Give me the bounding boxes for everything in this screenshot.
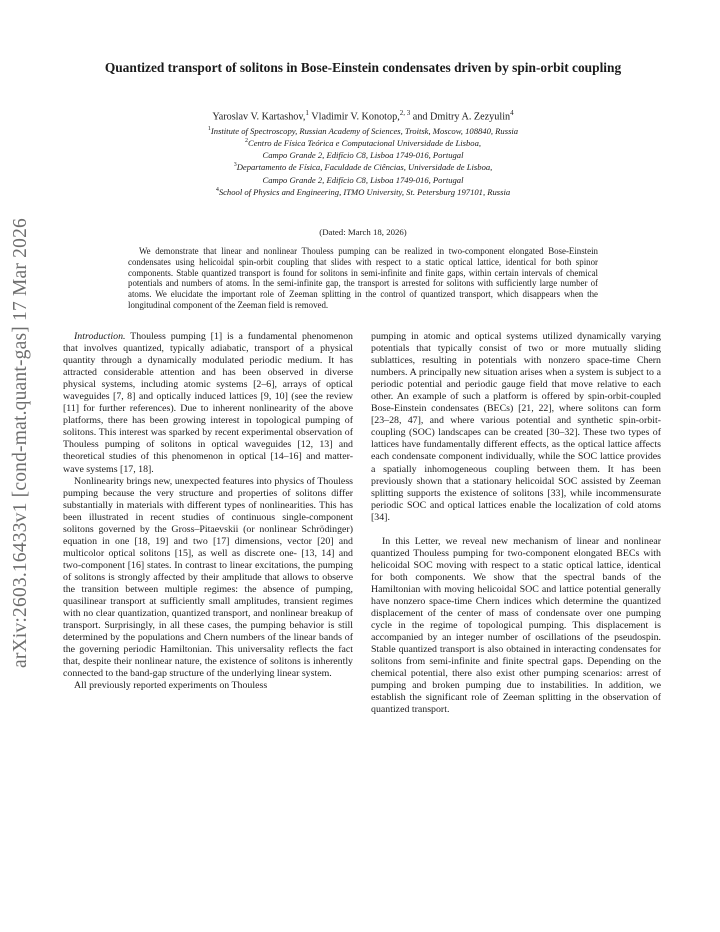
body-column-right — [371, 331, 661, 716]
body-column-left — [63, 331, 353, 692]
affiliation-line — [60, 136, 666, 148]
affiliation-list — [60, 124, 666, 197]
author-3-affil-mark: 4 — [510, 109, 514, 117]
paragraph-this-letter: In this Letter, we reveal new mechanism of linear and nonlinear quantized Thouless pumping for two-component elongated BECs with helicoidal SOC moving with respect to a static optical lattice, identical for both components. We show that the spectral bands of the Hamiltonian with moving helicoidal SOC and lattice potential generally have nonzero space-time Chern indices which determine the quantized displacement of the center of mass of condensate over one pumping cycle in the regime of topological pumping. This displacement is accompanied by an integer number of oscillations of the pseudospin. Stable quantized transport is also obtained in interacting condensates for solitons from semi-infinite and finite spectral gaps. Depending on the chemical potential, there also exist other pumping scenarios: arrest of pumping and broken pumping due to instabilities. In addition, we establish the significant role of Zeeman splitting in the observation of quantized transport. — [371, 535, 661, 716]
author-list — [60, 107, 666, 123]
affiliation-text: School of Physics and Engineering, ITMO University, St. Petersburg 197101, Russia — [218, 186, 511, 197]
section-lead-introduction: Introduction. — [74, 331, 126, 342]
affiliation-line — [60, 173, 666, 185]
affiliation-text: Campo Grande 2, Edifício C8, Lisboa 1749-016, Portugal — [262, 150, 464, 161]
affiliation-mark: 1 — [207, 126, 211, 132]
author-1: Yaroslav V. Kartashov, — [212, 111, 306, 123]
affiliation-line — [60, 148, 666, 160]
abstract-text: We demonstrate that linear and nonlinear Thouless pumping can be realized in two-component elongated Bose-Einstein condensates using helicoidal spin-orbit coupling that slides with respect to a static optical lattice, identical for both spinor components. Stable quantized transport is found for solitons in semi-infinite and finite gaps, within certain intervals of chemical potentials and numbers of atoms. In the semi-infinite gap, the transport is arrested for solitons with sufficiently large number of atoms. We elucidate the important role of Zeeman splitting in the control of quantized transport, which disappears when the longitudinal component of the Zeeman field is removed. — [128, 246, 598, 310]
affiliation-text: Institute of Spectroscopy, Russian Academy of Sciences, Troitsk, Moscow, 108840, Russia — [210, 125, 519, 136]
paragraph-text: Thouless pumping [1] is a fundamental phenomenon that involves quantized, typically adiabatic, transport of a physical quantity through a dynamically modulated periodic medium. It has attracted considerable attention and has been observed in diverse physical systems, including atomic systems [2–6], arrays of optical waveguides [7, 8] and optically induced lattices [9, 10] (see the review [11] for further references). Due to inherent nonlinearity of the above platforms, there has been growing interest in topological pumping of solitons. This interest was sparked by recent experimental observation of Thouless pumping of solitons in optical waveguides [12, 13] and theoretical studies of this phenomenon in optical [14–16] and matter-wave systems [17, 18]. — [63, 331, 353, 475]
affiliation-text: Campo Grande 2, Edifício C8, Lisboa 1749-016, Portugal — [262, 174, 464, 185]
author-2: Vladimir V. Konotop, — [308, 111, 400, 123]
author-3: and Dmitry A. Zezyulin — [410, 111, 511, 123]
affiliation-text: Centro de Física Teórica e Computacional Universidade de Lisboa, — [247, 138, 482, 149]
affiliation-mark: 2 — [244, 138, 248, 145]
affiliation-mark: 3 — [233, 162, 237, 169]
affiliation-line — [60, 160, 666, 172]
affiliation-mark: 4 — [215, 186, 219, 193]
paper-title: Quantized transport of solitons in Bose-Einstein condensates driven by spin-orbit coupling — [104, 60, 622, 75]
paragraph-nonlinearity: Nonlinearity brings new, unexpected features into physics of Thouless pumping because the very structure and properties of solitons differ substantially in materials with different types of nonlinearities. This has been illustrated in recent studies of continuous single-component solitons governed by the Gross–Pitaevskii (or nonlinear Schrödinger) equation in one [18, 19] and two [17] dimensions, vector [20] and multicolor optical solitons [15], as well as discrete one- [13, 14] and two-component [16] states. In contrast to linear excitations, the pumping of solitons is strongly affected by their amplitude that allows to observe the transition between multiple regimes: the absence of pumping, quasilinear transport at sufficiently small amplitudes, transient regimes with no clear quantization, quantized transport, and nonlinear breakup of transport. Surprisingly, in all these cases, the pumping behavior is still determined by the populations and Chern numbers of the linear bands of the governing periodic Hamiltonian. This universality reflects the fact that, despite their nonlinear nature, the existence of solitons is inherently connected to the band-gap structure of the underlying linear system. — [63, 475, 353, 680]
paragraph-introduction — [63, 331, 353, 476]
affiliation-line — [60, 185, 666, 197]
affiliation-line — [60, 124, 666, 136]
author-2-affil-mark: 2, 3 — [399, 109, 411, 117]
arxiv-identifier-margin — [6, 218, 36, 668]
author-1-affil-mark: 1 — [305, 109, 309, 117]
arxiv-identifier: arXiv:2603.16433v1 [cond-mat.quant-gas] 17 Mar 2026 — [10, 218, 31, 668]
paragraph-experiments: All previously reported experiments on Thouless — [74, 680, 268, 692]
paragraph-pumping-continued: pumping in atomic and optical systems utilized dynamically varying potentials that typically consist of two or more mutually sliding sublattices, resulting in potentials with nonzero space-time Chern numbers. A principally new situation arises when a system is subject to a periodic potential and periodic gauge field that move relative to each other. An example of such a platform is offered by spin-orbit-coupled Bose-Einstein condensates (BECs) [21, 22], where solitons can form [23–28, 47], and where various potential and synthetic spin-orbit-coupling (SOC) landscapes can be created [30–32]. These two types of lattices have fundamentally different effects, as the optical lattice affects each condensate component individually, while the SOC lattice provides a spatially inhomogeneous coupling between them. It has been previously shown that a stationary helicoidal SOC assisted by Zeeman splitting supports the existence of solitons [33], while incommensurate periodic SOC and optical lattices enable the localization of cold atoms [34]. — [371, 331, 661, 523]
affiliation-text: Departamento de Física, Faculdade de Ciências, Universidade de Lisboa, — [236, 162, 493, 173]
abstract — [128, 246, 598, 311]
dated-line: (Dated: March 18, 2026) — [319, 227, 407, 237]
